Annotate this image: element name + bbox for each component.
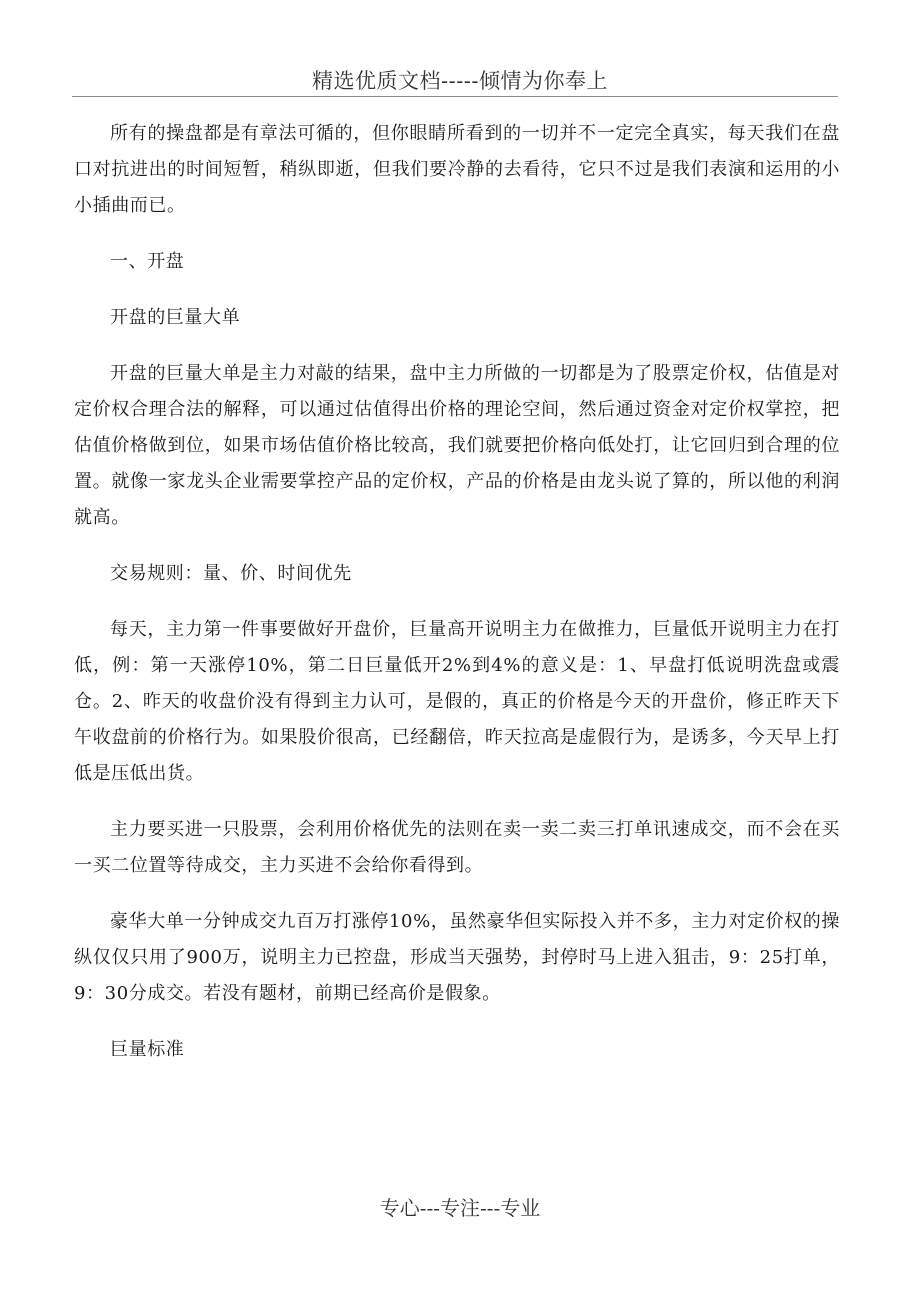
paragraph-buying: 主力要买进一只股票，会利用价格优先的法则在卖一卖二卖三打单讯速成交，而不会在买一买二位置等待成交，主力买进不会给你看得到。 — [74, 819, 840, 876]
subheading-trading-rules: 交易规则：量、价、时间优先 — [110, 563, 352, 584]
subheading-volume-standard: 巨量标准 — [110, 1039, 185, 1060]
header-divider — [72, 96, 838, 97]
section-heading-opening: 一、开盘 — [110, 251, 185, 272]
paragraph-opening-price: 每天，主力第一件事要做好开盘价，巨量高开说明主力在做推力，巨量低开说明主力在打低，例：第一天涨停10%，第二日巨量低开2%到4%的意义是：1、早盘打低说明洗盘或震仓。2、昨天的收盘价没有得到主力认可，是假的，真正的价格是今天的开盘价，修正昨天下午收盘前的价格行为。如果股价很高，已经翻倍，昨天拉高是虚假行为，是诱多，今天早上打低是压低出货。 — [74, 619, 840, 784]
page-header-title: 精选优质文档-----倾情为你奉上 — [312, 69, 608, 93]
intro-paragraph: 所有的操盘都是有章法可循的，但你眼睛所看到的一切并不一定完全真实，每天我们在盘口对抗进出的时间短暂，稍纵即逝，但我们要冷静的去看待，它只不过是我们表演和运用的小小插曲而已。 — [74, 123, 840, 216]
page-footer-text: 专心---专注---专业 — [379, 1196, 541, 1220]
paragraph-luxury-order: 豪华大单一分钟成交九百万打涨停10%，虽然豪华但实际投入并不多，主力对定价权的操纵仅仅只用了900万，说明主力已控盘，形成当天强势，封停时马上进入狙击，9：25打单，9：30分成交。若没有题材，前期已经高价是假象。 — [74, 911, 841, 1004]
document-body — [74, 116, 840, 1088]
subheading-large-orders: 开盘的巨量大单 — [110, 307, 241, 328]
paragraph-large-orders: 开盘的巨量大单是主力对敲的结果，盘中主力所做的一切都是为了股票定价权，估值是对定价权合理合法的解释，可以通过估值得出价格的理论空间，然后通过资金对定价权掌控，把估值价格做到位，如果市场估值价格比较高，我们就要把价格向低处打，让它回归到合理的位置。就像一家龙头企业需要掌控产品的定价权，产品的价格是由龙头说了算的，所以他的利润就高。 — [74, 363, 840, 528]
